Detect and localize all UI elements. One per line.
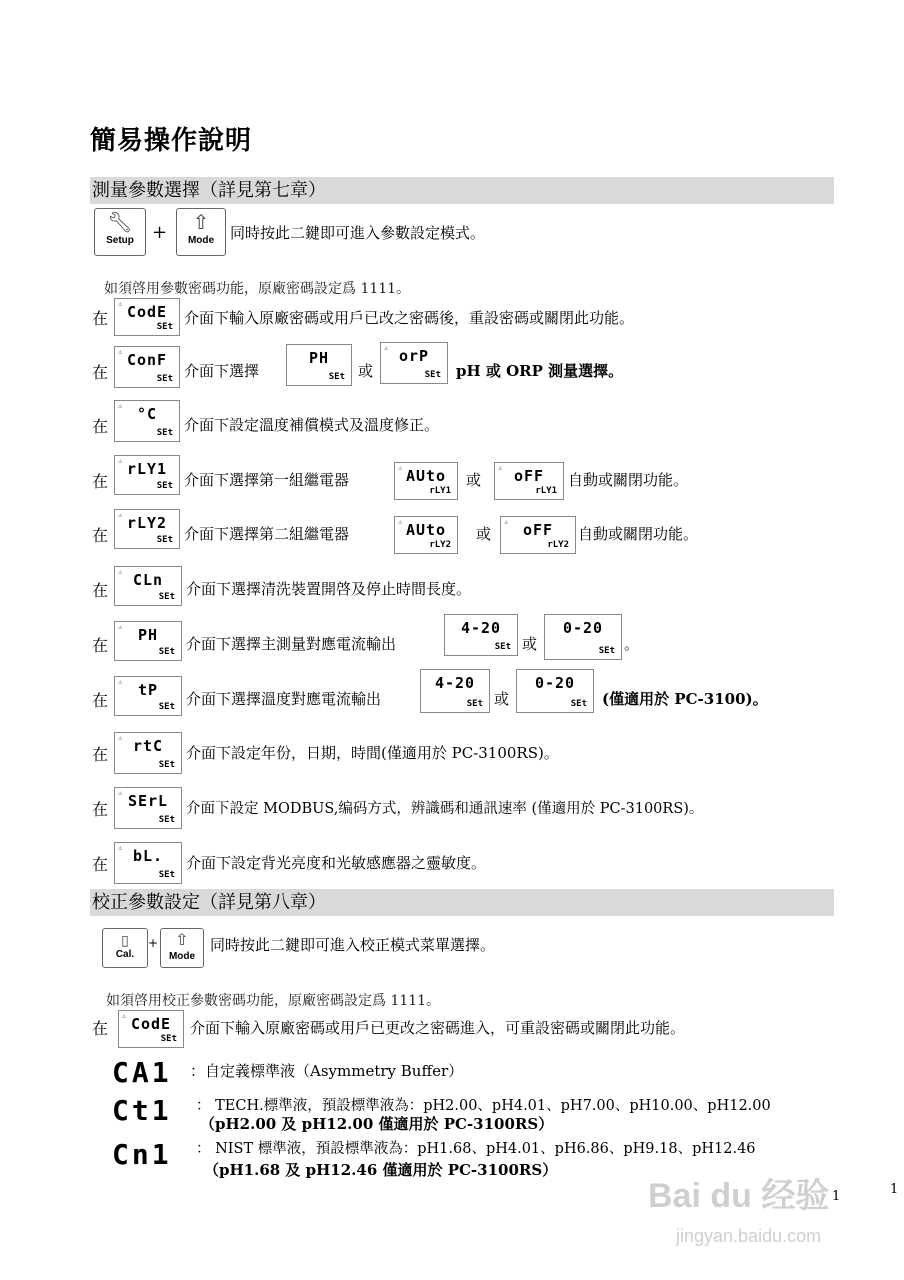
row-prefix: 在 bbox=[92, 691, 109, 710]
mode-key: ⇧ Mode bbox=[176, 208, 226, 256]
setup-key: 🔧︎ Setup bbox=[94, 208, 146, 256]
up-arrow-icon: ⇧ bbox=[192, 212, 210, 234]
row-text: 介面下選擇主測量對應電流輸出 bbox=[186, 635, 397, 653]
lcd-display: ⚠ CodE SEt bbox=[114, 298, 180, 336]
lcd-option: ⚠ oFF rLY2 bbox=[500, 516, 576, 554]
page-number: 1 bbox=[832, 1189, 841, 1204]
lcd-display: ⚠ rLY2 SEt bbox=[114, 509, 180, 549]
row-prefix: 在 bbox=[92, 1019, 109, 1038]
password-note: 如須啓用校正參數密碼功能，原廠密碼設定爲 1111。 bbox=[106, 993, 441, 1009]
section-heading-calibration: 校正參數設定（詳見第八章） bbox=[90, 889, 834, 916]
lcd-display: ⚠ bL. SEt bbox=[114, 842, 182, 884]
row-text: 介面下選擇第二組繼電器 bbox=[184, 525, 350, 543]
row-prefix: 在 bbox=[92, 581, 109, 600]
row-text: 介面下輸入原廠密碼或用戶已更改之密碼進入，可重設密碼或關閉此功能。 bbox=[190, 1019, 686, 1037]
mode-key: ⇧ Mode bbox=[160, 928, 204, 968]
buffer-note: （pH1.68 及 pH12.46 僅適用於 PC-3100RS） bbox=[204, 1161, 558, 1179]
row-text: 介面下輸入原廠密碼或用戶已改之密碼後，重設密碼或關閉此功能。 bbox=[184, 309, 635, 327]
lcd-display: ⚠ CodE SEt bbox=[118, 1010, 184, 1048]
row-prefix: 在 bbox=[92, 526, 109, 545]
lcd-display: ⚠ rLY1 SEt bbox=[114, 455, 180, 495]
or-text: 或 bbox=[522, 635, 538, 653]
beaker-icon: ▯ bbox=[121, 932, 129, 948]
row-text: 介面下選擇第一組繼電器 bbox=[184, 471, 350, 489]
row-tail: pH 或 ORP 測量選擇。 bbox=[456, 362, 624, 380]
lcd-display: ⚠ SErL SEt bbox=[114, 787, 182, 829]
watermark-logo: Bai du 经验 bbox=[648, 1177, 830, 1215]
or-text: 或 bbox=[494, 690, 510, 708]
cal-key: ▯ Cal. bbox=[102, 928, 148, 968]
lcd-option: 0-20 SEt bbox=[516, 669, 594, 713]
row-prefix: 在 bbox=[92, 309, 109, 328]
plus-sign: + bbox=[148, 936, 159, 950]
wrench-icon: 🔧︎ bbox=[107, 212, 133, 234]
lcd-display: ⚠ CLn SEt bbox=[114, 566, 182, 606]
row-prefix: 在 bbox=[92, 363, 109, 382]
plus-sign: + bbox=[152, 222, 168, 243]
row-prefix: 在 bbox=[92, 745, 109, 764]
row-prefix: 在 bbox=[92, 800, 109, 819]
lcd-option: ⚠ AUto rLY2 bbox=[394, 516, 458, 554]
buffer-desc: ： TECH.標準液，預設標準液為：pH2.00、pH4.01、pH7.00、pH10.00、pH12.00 bbox=[196, 1098, 771, 1114]
lcd-display: ⚠ PH SEt bbox=[114, 621, 182, 661]
lcd-option: 4-20 SEt bbox=[420, 669, 490, 713]
lcd-option: ⚠ AUto rLY1 bbox=[394, 462, 458, 500]
row-text: 介面下設定背光亮度和光敏感應器之靈敏度。 bbox=[186, 854, 487, 872]
buffer-desc: ： NIST 標準液，預設標準液為：pH1.68、pH4.01、pH6.86、pH9.18、pH12.46 bbox=[196, 1141, 756, 1157]
lcd-option: ⚠ orP SEt bbox=[380, 342, 448, 384]
row-text: 介面下選擇溫度對應電流輸出 bbox=[186, 690, 382, 708]
lcd-display: ⚠ tP SEt bbox=[114, 676, 182, 716]
row-text: 介面下設定 MODBUS,编码方式，辨識碼和通訊速率 (僅適用於 PC-3100RS)。 bbox=[186, 801, 704, 817]
lcd-display: ⚠ rtC SEt bbox=[114, 732, 182, 774]
or-text: 或 bbox=[358, 362, 374, 380]
lcd-display: ⚠ ConF SEt bbox=[114, 346, 180, 388]
keys-instruction: 同時按此二鍵即可進入參數設定模式。 bbox=[230, 224, 486, 242]
row-text: 介面下選擇 bbox=[184, 362, 260, 380]
row-prefix: 在 bbox=[92, 636, 109, 655]
or-text: 或 bbox=[476, 525, 492, 543]
password-note: 如須啓用參數密碼功能，原廠密碼設定爲 1111。 bbox=[104, 281, 411, 297]
row-prefix: 在 bbox=[92, 472, 109, 491]
lcd-option: ⚠ oFF rLY1 bbox=[494, 462, 564, 500]
or-text: 或 bbox=[466, 471, 482, 489]
watermark-url: jingyan.baidu.com bbox=[676, 1226, 822, 1246]
row-tail: 自動或關閉功能。 bbox=[578, 525, 699, 543]
row-prefix: 在 bbox=[92, 417, 109, 436]
buffer-desc: ：自定義標準液（Asymmetry Buffer） bbox=[190, 1062, 464, 1080]
lcd-display: ⚠ °C SEt bbox=[114, 400, 180, 442]
row-tail: 自動或關閉功能。 bbox=[568, 471, 689, 489]
page-title: 簡易操作說明 bbox=[90, 126, 253, 156]
row-tail: 。 bbox=[624, 635, 640, 653]
lcd-option: 4-20 SEt bbox=[444, 614, 518, 656]
lcd-option: 0-20 SEt bbox=[544, 614, 622, 660]
buffer-code: Cn1 bbox=[112, 1138, 172, 1171]
row-text: 介面下設定溫度補償模式及溫度修正。 bbox=[184, 416, 440, 434]
keys-instruction: 同時按此二鍵即可進入校正模式菜單選擇。 bbox=[210, 936, 496, 954]
row-text: 介面下設定年份，日期，時間(僅適用於 PC-3100RS)。 bbox=[186, 744, 559, 762]
buffer-code: CA1 bbox=[112, 1056, 172, 1089]
lcd-option: PH SEt bbox=[286, 344, 352, 386]
buffer-code: Ct1 bbox=[112, 1094, 172, 1127]
row-tail: (僅適用於 PC-3100)。 bbox=[602, 690, 768, 708]
page-number: 1 bbox=[890, 1182, 899, 1197]
section-heading-measurement: 測量參數選擇（詳見第七章） bbox=[90, 177, 834, 204]
row-prefix: 在 bbox=[92, 855, 109, 874]
row-text: 介面下選擇清洗裝置開啓及停止時間長度。 bbox=[186, 580, 472, 598]
buffer-note: （pH2.00 及 pH12.00 僅適用於 PC-3100RS） bbox=[200, 1115, 554, 1133]
up-arrow-icon: ⇧ bbox=[175, 932, 189, 949]
